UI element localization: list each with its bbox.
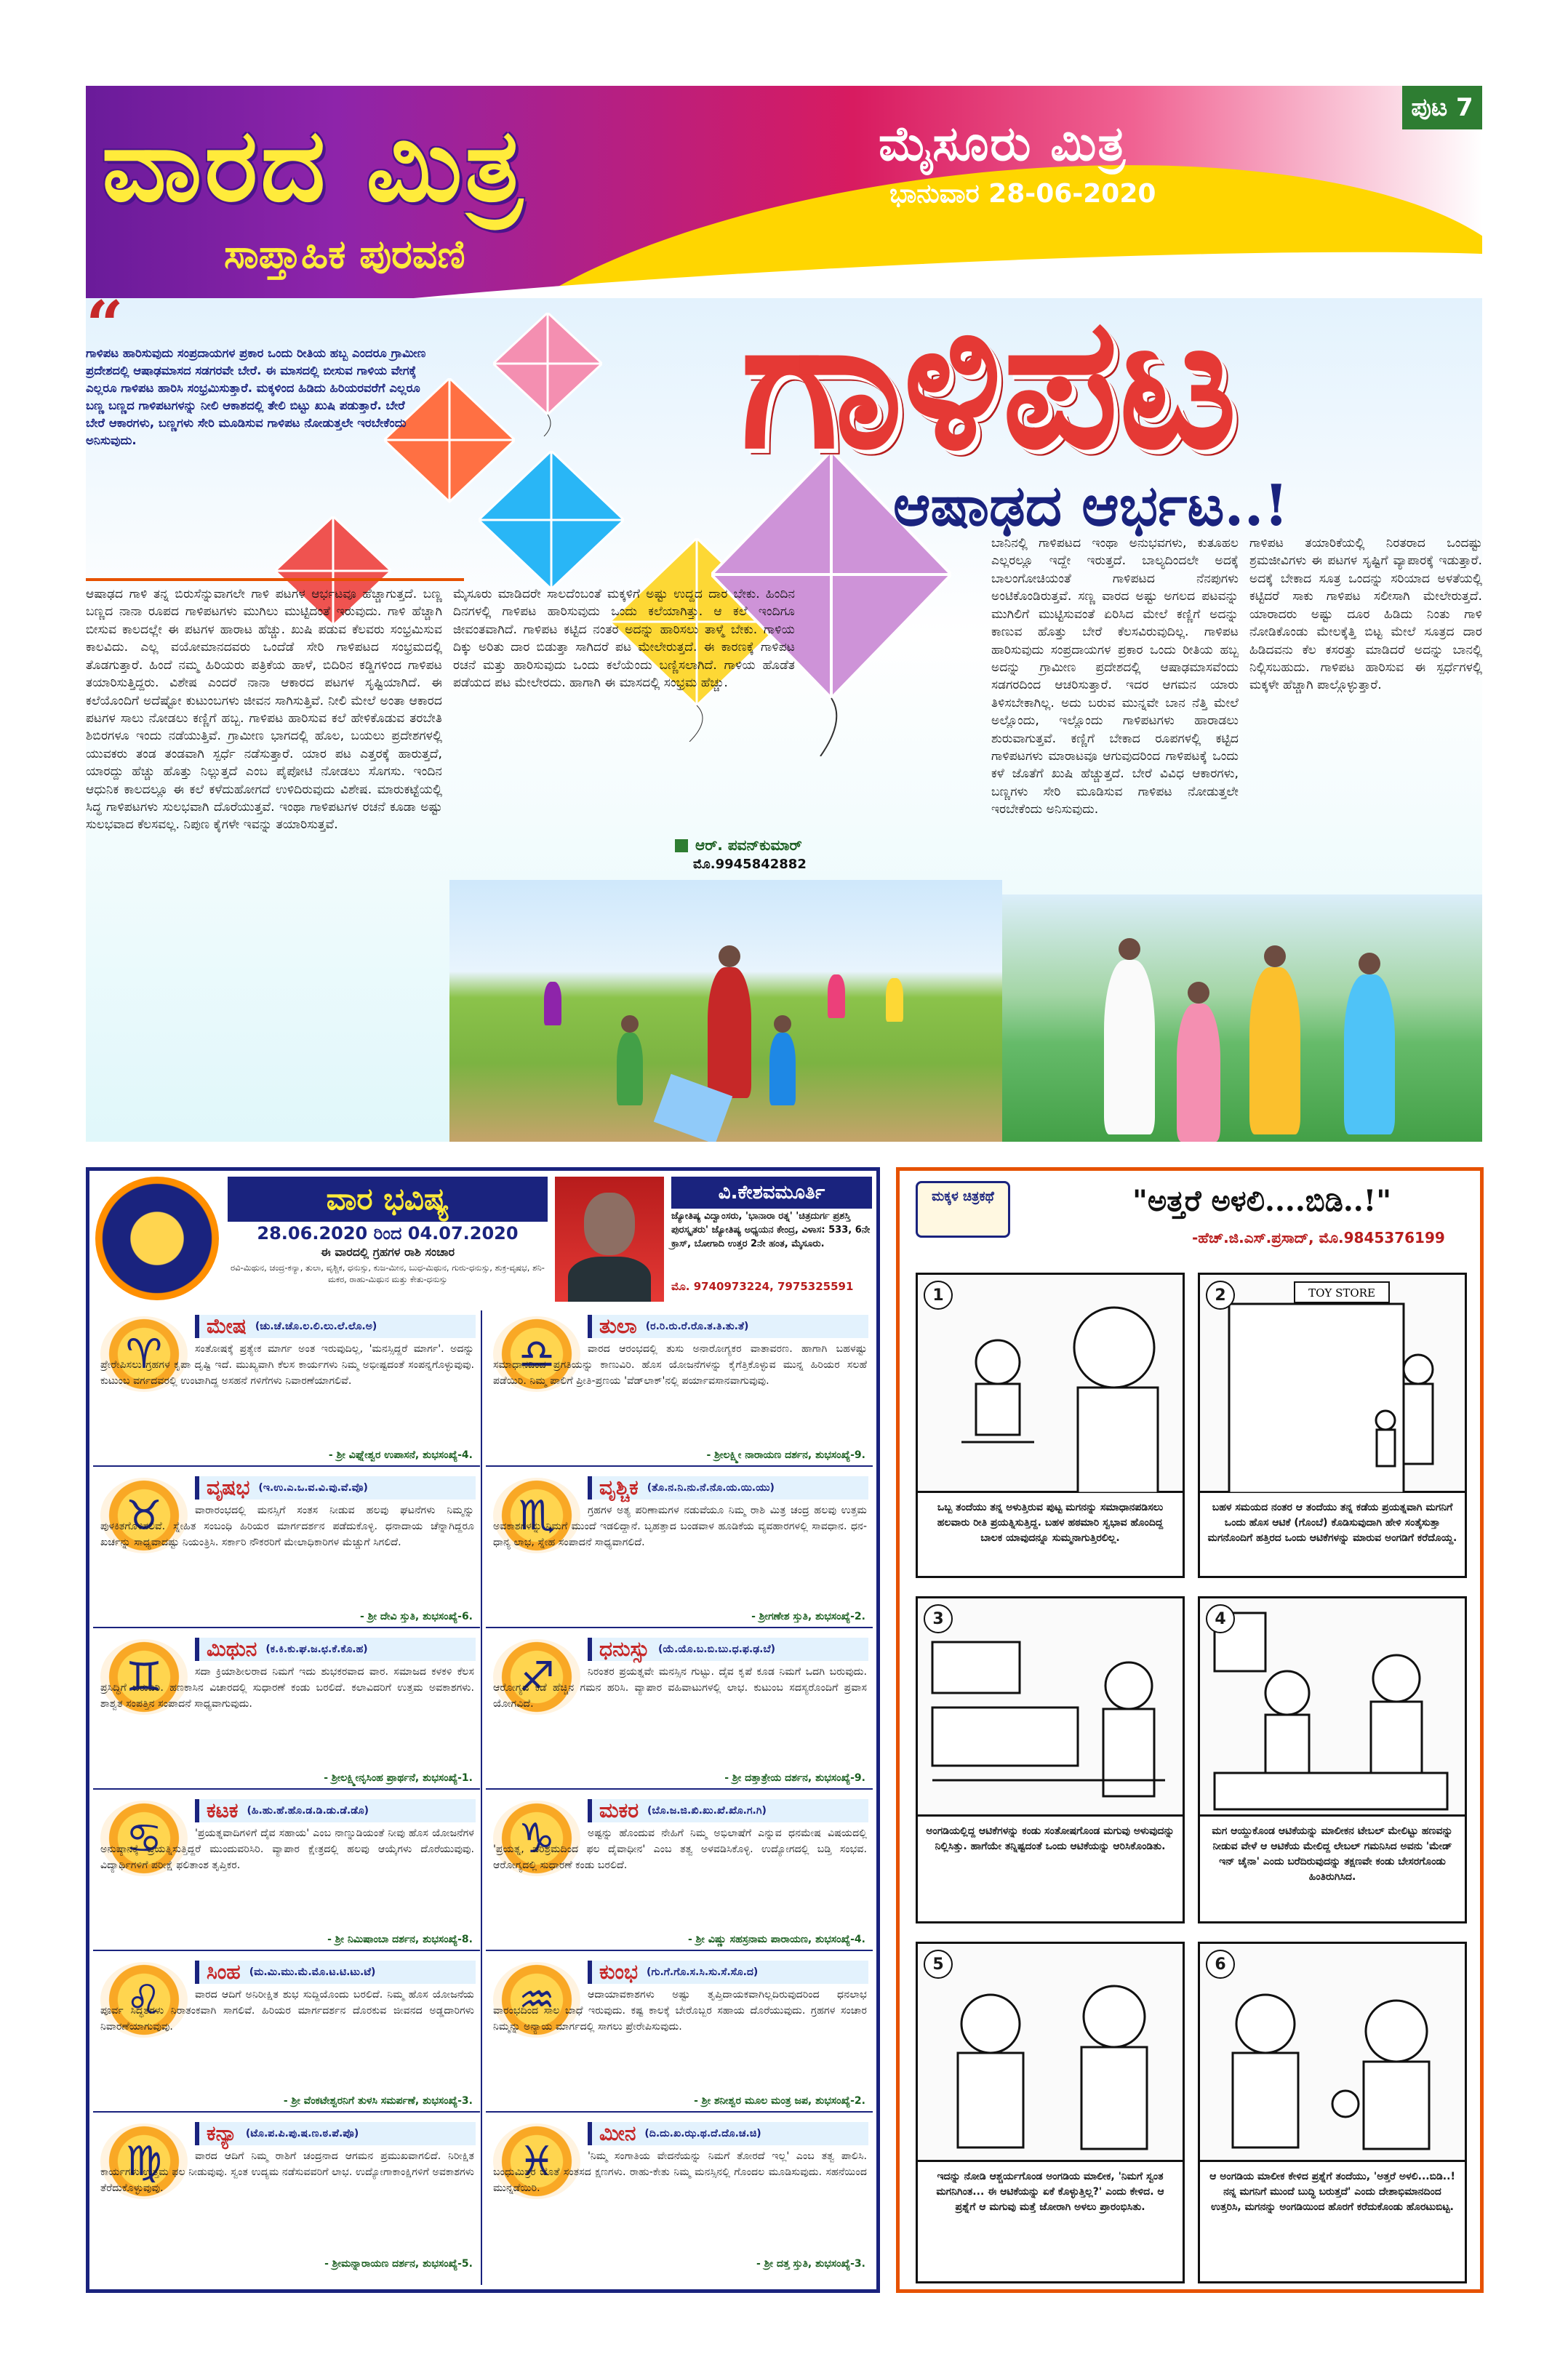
feature-section bbox=[86, 298, 1482, 1142]
zodiac-wheel-icon bbox=[95, 1177, 219, 1300]
man-figure bbox=[708, 967, 751, 1098]
panel-number: 6 bbox=[1206, 1950, 1235, 1979]
sign-remedy: - ಶ್ರೀಲಕ್ಷ್ಮೀ ನಾರಾಯಣ ದರ್ಶನ, ಶುಭಸಂಖ್ಯೆ-9. bbox=[706, 1449, 865, 1461]
panel-caption: ಇದನ್ನು ನೋಡಿ ಆಶ್ಚರ್ಯಗೊಂಡ ಅಂಗಡಿಯ ಮಾಲೀಕ, 'ನಿಮಗೆ ಸ್ವಂತ ಮಗನಿಗಿಂತ... ಈ ಆಟಿಕೆಯನ್ನು ಏಕೆ ಕೊಳ್ಳುತ್ತಿಲ್ಲ?' ಎಂದು ಕೇಳಿದ. ಆ ಪ್ರಶ್ನೆಗೆ ಆ ಮಗುವು ಮತ್ತೆ ಜೋರಾಗಿ ಅಳಲು ಪ್ರಾರಂಭಿಸಿತು. bbox=[936, 2171, 1164, 2213]
horoscope-sign bbox=[93, 1956, 480, 2113]
pull-quote bbox=[86, 298, 435, 578]
sign-remedy: - ಶ್ರೀಮನ್ನಾರಾಯಣ ದರ್ಶನ, ಶುಭಸಂಖ್ಯೆ-5. bbox=[324, 2258, 473, 2270]
sign-remedy: - ಶ್ರೀ ವೆಂಕಟೇಶ್ವರನಿಗೆ ತುಳಸಿ ಸಮರ್ಪಣೆ, ಶುಭಸಂಖ್ಯೆ-3. bbox=[283, 2095, 473, 2107]
horoscope-sign bbox=[93, 2118, 480, 2274]
comic-panel bbox=[1198, 1942, 1467, 2283]
page-number-badge: ಪುಟ 7 bbox=[1402, 86, 1482, 129]
sign-name: ಮಿಥುನ bbox=[207, 1637, 257, 1661]
cartoon-strip-section bbox=[896, 1167, 1484, 2293]
horoscope-subtitle: ಈ ವಾರದಲ್ಲಿ ಗ್ರಹಗಳ ರಾಶಿ ಸಂಚಾರ bbox=[320, 1245, 455, 1259]
strip-credit: -ಹೆಚ್.ಜಿ.ಎಸ್.ಪ್ರಸಾದ್, ಮೊ.9845376199 bbox=[1192, 1229, 1445, 1246]
strip-title: "ಅತ್ತರೆ ಅಳಲಿ....ಬಿಡಿ..!" bbox=[1132, 1184, 1392, 1218]
person-figure bbox=[544, 982, 561, 1025]
sign-name: ವೃಷಭ bbox=[207, 1476, 250, 1500]
girl-figure bbox=[1177, 1004, 1220, 1142]
panel-number: 2 bbox=[1206, 1281, 1235, 1310]
sign-prediction: ಸಂತೋಷಕ್ಕೆ ಪ್ರತ್ಯೇಕ ಮಾರ್ಗ ಅಂತ ಇರುವುದಿಲ್ಲ, 'ಮನಸ್ಸಿದ್ದರೆ ಮಾರ್ಗ'. ಅದನ್ನು ಪ್ರೇರೇಪಿಸಲು ಗ್ರಹಗಳ ಕೃಪಾ ದೃಷ್ಟಿ ಇದೆ. ಮುಖ್ಯವಾಗಿ ಕೆಲಸ ಕಾರ್ಯಗಳು ನಿಮ್ಮ ಅಭೀಷ್ಟದಂತೆ ಸಂಪನ್ನಗೊಳ್ಳುವುವು. ಕುಟುಂಬ ವರ್ಗದವರಲ್ಲಿ ಉಂಟಾಗಿದ್ದ ಅಸಹನೆ ಗಳಿಗೆಗಳು ನಿವಾರಣೆಯಾಗಲಿವೆ. bbox=[100, 1343, 474, 1387]
horoscope-sign bbox=[486, 1310, 873, 1467]
sign-prediction: ಗ್ರಹಗಳ ಅತ್ಯ ಪರಿಣಾಮಗಳ ನಡುವೆಯೂ ನಿಮ್ಮ ರಾಶಿ ಮಿತ್ರ ಚಂದ್ರ ಹಲವು ಉತ್ತಮ ಅವಕಾಶಗಳನ್ನು ನಿಮಗೆ ಮುಂದೆ ಇಡಲಿದ್ದಾನೆ. ಬೃಹತ್ತಾದ ಬಂಡವಾಳ ಹೂಡಿಕೆಯ ವ್ಯವಹಾರಗಳಲ್ಲಿ ಸಾವಧಾನ. ಧನ-ಧಾನ್ಯ ಲಾಭ, ಸ್ನೇಹ ಸಂಪಾದನೆ ಸಾಧ್ಯವಾಗಲಿದೆ. bbox=[493, 1505, 867, 1548]
comic-panel-art bbox=[918, 1275, 1183, 1493]
horoscope-section bbox=[86, 1167, 880, 2293]
sign-remedy: - ಶ್ರೀ ನಿಮಿಷಾಂಬಾ ದರ್ಶನ, ಶುಭಸಂಖ್ಯೆ-8. bbox=[327, 1934, 473, 1945]
astrologer-name: ವಿ.ಕೇಶವಮೂರ್ತಿ bbox=[671, 1177, 872, 1209]
sign-prediction: ವಾರಾರಂಭದಲ್ಲಿ ಮನಸ್ಸಿಗೆ ಸಂತಸ ನೀಡುವ ಹಲವು ಘಟನೆಗಳು ನಿಮ್ಮನ್ನು ಪುಳಕಿತಗೊಳಿಸಲಿವೆ. ಸ್ನೇಹಿತ ಸಂಬಂಧಿ ಹಿರಿಯರ ಮಾರ್ಗದರ್ಶನ ಪಡೆದುಕೊಳ್ಳಿ. ಧನಾದಾಯ ಚೆನ್ನಾಗಿದ್ದರೂ ಖರ್ಚನ್ನು ಸಾಧ್ಯವಾದಷ್ಟು ನಿಯಂತ್ರಿಸಿ. ಸರ್ಕಾರಿ ನೌಕರರಿಗೆ ಮೇಲಾಧಿಕಾರಿಗಳ ಮೆಚ್ಚುಗೆ ಸಿಗಲಿದೆ. bbox=[100, 1505, 474, 1548]
libra-icon: ♎ bbox=[493, 1316, 580, 1392]
sign-remedy: - ಶ್ರೀ ವಿಘ್ನೇಶ್ವರ ಉಪಾಸನೆ, ಶುಭಸಂಖ್ಯೆ-4. bbox=[328, 1449, 473, 1461]
sign-letters: (ಟೊ.ಪ.ಪಿ.ಪು.ಷ.ಣ.ಠ.ಪೆ.ಪೊ) bbox=[245, 2128, 359, 2139]
panel-caption: ಮಗ ಆಯ್ದುಕೊಂಡ ಆಟಿಕೆಯನ್ನು ಮಾಲೀಕನ ಟೇಬಲ್ ಮೇಲಿಟ್ಟು ಹಣವನ್ನು ನೀಡುವ ವೇಳೆ ಆ ಆಟಿಕೆಯ ಮೇಲಿದ್ದ ಲೇಬಲ್ ಗಮನಿಸಿದ ಅವನು 'ಮೇಡ್ ಇನ್ ಚೈನಾ' ಎಂದು ಬರೆದಿರುವುದನ್ನು ತಕ್ಷಣವೇ ಕಂಡು ಬೇಸರಗೊಂಡು ಹಿಂತಿರುಗಿಸಿದ. bbox=[1212, 1825, 1453, 1883]
sign-letters: (ದಿ.ದು.ಖ.ಝ.ಥ.ದೆ.ದೊ.ಚ.ಚಿ) bbox=[644, 2128, 761, 2139]
kite-festival-photo-right bbox=[1002, 894, 1482, 1142]
comic-panel-art bbox=[1200, 1944, 1465, 2162]
sign-remedy: - ಶ್ರೀ ಶನೀಶ್ವರ ಮೂಲ ಮಂತ್ರ ಜಪ, ಶುಭಸಂಖ್ಯೆ-2. bbox=[694, 2095, 865, 2107]
horoscope-date-range: 28.06.2020 ರಿಂದ 04.07.2020 bbox=[257, 1223, 519, 1244]
sign-letters: (ಹಿ.ಹು.ಹೆ.ಹೊ.ಡ.ಡಿ.ಡು.ಡೆ.ಡೊ) bbox=[247, 1805, 369, 1817]
sign-prediction: ನಿರಂತರ ಪ್ರಯತ್ನವೇ ಮನಸ್ಸಿನ ಗುಟ್ಟು. ದೈವ ಕೃಪೆ ಕೂಡ ನಿಮಗೆ ಒದಗಿ ಬರುವುದು. ಆರೋಗ್ಯದ ಕಡೆ ಹೆಚ್ಚಿನ ಗಮನ ಹರಿಸಿ. ವ್ಯಾಪಾರ ವಹಿವಾಟುಗಳಲ್ಲಿ ಲಾಭ. ಕುಟುಂಬ ಸದಸ್ಯರೊಂದಿಗೆ ಪ್ರವಾಸ ಯೋಗವಿದೆ. bbox=[493, 1666, 867, 1710]
woman-figure bbox=[1344, 974, 1395, 1134]
sign-letters: (ತೊ.ನ.ನಿ.ನು.ನೆ.ನೊ.ಯ.ಯಿ.ಯು) bbox=[647, 1482, 775, 1494]
sign-name: ಕನ್ಯಾ bbox=[207, 2121, 237, 2145]
sign-prediction: ಆದಾಯಾವಕಾಶಗಳು ಅಷ್ಟು ತೃಪ್ತಿದಾಯಕವಾಗಿಲ್ಲದಿರುವುದರಿಂದ ಧನಲಾಭ ವಾರಂಭದಿಂದ ಸಾಲ ಬಾಧೆ ಇರುವುದು. ಕಷ್ಟ ಕಾಲಕ್ಕೆ ಬೇರೊಬ್ಬರ ಸಹಾಯ ದೊರೆಯುವುದು. ಗ್ರಹಗಳ ಸಂಚಾರ ನಿಮ್ಮನ್ನು ಅನ್ಯಾಯ ಮಾರ್ಗದಲ್ಲಿ ಸಾಗಲು ಪ್ರೇರೇಪಿಸುವುದು. bbox=[493, 1989, 867, 2033]
sign-prediction: ವಾರದ ಆದಿಗೆ ನಿಮ್ಮ ರಾಶಿಗೆ ಚಂದ್ರನಾದ ಆಗಮನ ಪ್ರಮುಖವಾಗಲಿದೆ. ನಿರೀಕ್ಷಿತ ಕಾರ್ಯಗಳು ಉತ್ತಮ ಫಲ ನೀಡುವುವು. ಸ್ವಂತ ಉದ್ಯಮ ನಡೆಸುವವರಿಗೆ ಲಾಭ. ಉದ್ಯೋಗಾಕಾಂಕ್ಷಿಗಳಿಗೆ ಅವಕಾಶಗಳು ತೆರೆದುಕೊಳ್ಳುವುವು. bbox=[100, 2150, 474, 2194]
planet-positions: ರವಿ-ಮಿಥುನ, ಚಂದ್ರ-ಕನ್ಯಾ, ತುಲಾ, ವೃಶ್ಚಿಕ, ಧನುಸ್ಸು, ಕುಜ-ಮೀನ, ಬುಧ-ಮಿಥುನ, ಗುರು-ಧನುಸ್ಸು, ಶುಕ್ರ-ವೃಷಭ, ಶನಿ-ಮಕರ, ರಾಹು-ಮಿಥುನ ಮತ್ತು ಕೇತು-ಧನುಸ್ಸು bbox=[231, 1262, 545, 1284]
comic-panel-art bbox=[918, 1598, 1183, 1817]
sign-letters: (ಯೆ.ಯೊ.ಬ.ಬಿ.ಬು.ಧ.ಫ.ಢ.ಬೆ) bbox=[658, 1644, 775, 1655]
scorpio-icon: ♏ bbox=[493, 1478, 580, 1553]
strip-tag: ಮಕ್ಕಳ ಚಿತ್ರಕಥೆ bbox=[916, 1181, 1010, 1238]
comic-panel-art bbox=[918, 1944, 1183, 2162]
sign-name: ಕಟಕ bbox=[207, 1798, 239, 1822]
panel-caption: ಒಬ್ಬ ತಂದೆಯು ತನ್ನ ಅಳುತ್ತಿರುವ ಪುಟ್ಟ ಮಗನನ್ನು ಸಮಾಧಾನಪಡಿಸಲು ಹಲವಾರು ರೀತಿ ಪ್ರಯತ್ನಿಸುತ್ತಿದ್ದ. ಬಹಳ ಹಠಮಾರಿ ಸ್ವಭಾವ ಹೊಂದಿದ್ದ ಬಾಲಕ ಯಾವುದನ್ನೂ ಸುಮ್ಮನಾಗುತ್ತಿರಲಿಲ್ಲ. bbox=[937, 1502, 1164, 1544]
sagittarius-icon: ♐ bbox=[493, 1639, 580, 1715]
sign-letters: (ಇ.ಉ.ಎ.ಒ.ವ.ವಿ.ವು.ವೆ.ವೊ) bbox=[258, 1482, 368, 1494]
comic-panel bbox=[916, 1596, 1185, 1923]
horoscope-sign bbox=[486, 2118, 873, 2274]
sign-prediction: ವಾರದ ಆದಿಗೆ ಅನಿರೀಕ್ಷಿತ ಶುಭ ಸುದ್ದಿಯೊಂದು ಬರಲಿದೆ. ನಿಮ್ಮ ಹೊಸ ಯೋಜನೆಯ ಪೂರ್ವ ಸಿದ್ಧತೆಗಳು ನಿರಾತಂಕವಾಗಿ ಸಾಗಲಿವೆ. ಹಿರಿಯರ ಮಾರ್ಗದರ್ಶನ ದೊರಕುವ ಜೀವನದ ಅಡ್ಡದಾರಿಗಳು ನಿವಾರಣೆಯಾಗುವುವು. bbox=[100, 1989, 474, 2033]
quote-mark-icon: “ bbox=[86, 298, 124, 364]
subheadline: ಆಷಾಢದ ಆರ್ಭಟ..! bbox=[893, 473, 1289, 539]
panel-number: 4 bbox=[1206, 1604, 1235, 1633]
horoscope-title: ವಾರ ಭವಿಷ್ಯ bbox=[228, 1177, 548, 1222]
taurus-icon: ♉ bbox=[100, 1478, 188, 1553]
aquarius-icon: ♒ bbox=[493, 1962, 580, 2038]
child-figure bbox=[617, 1033, 643, 1105]
child-figure bbox=[769, 1033, 796, 1105]
comic-panel bbox=[1198, 1596, 1467, 1923]
divider bbox=[481, 1310, 482, 2285]
article-column-4: ಗಾಳಿಪಟ ತಯಾರಿಕೆಯಲ್ಲಿ ನಿರತರಾದ ಒಂದಷ್ಟು ಶ್ರಮಜೀವಿಗಳು ಈ ಪಟಗಳ ಸೃಷ್ಟಿಗೆ ವ್ಯಾಪಾರಕ್ಕೆ ಇಡುತ್ತಾರೆ. ಅದಕ್ಕೆ ಬೇಕಾದ ಸೂತ್ರ ಒಂದನ್ನು ಸರಿಯಾದ ಅಳತೆಯಲ್ಲಿ ಕಟ್ಟಿದರೆ ಸಾಕು ಗಾಳಿಪಟ ಸಲೀಸಾಗಿ ಮೇಲೇರುತ್ತದೆ. ಯಾರಾದರು ಅಷ್ಟು ದೂರ ಹಿಡಿದು ನಿಂತು ಗಾಳಿ ನೋಡಿಕೊಂಡು ಮೇಲಕ್ಕೆತ್ತಿ ಬಿಟ್ಟ ಮೇಲೆ ಸೂತ್ರದ ದಾರ ಹಿಡಿದವನು ಕೆಲ ಕಸರತ್ತು ಮಾಡಿದರೆ ಅದನ್ನು ಬಾನಲ್ಲಿ ನಿಲ್ಲಿಸಬಹುದು. ಗಾಳಿಪಟ ಹಾರಿಸುವ ಈ ಸ್ಪರ್ಧೆಗಳಲ್ಲಿ ಮಕ್ಕಳೇ ಹೆಚ್ಚಾಗಿ ಪಾಲ್ಗೊಳ್ಳುತ್ತಾರೆ. bbox=[1249, 536, 1482, 693]
pull-quote-text: ಗಾಳಿಪಟ ಹಾರಿಸುವುದು ಸಂಪ್ರದಾಯಗಳ ಪ್ರಕಾರ ಒಂದು ರೀತಿಯ ಹಬ್ಬ ಎಂದರೂ ಗ್ರಾಮೀಣ ಪ್ರದೇಶದಲ್ಲಿ ಆಷಾಢಮಾಸದ ಸಡಗರವೇ ಬೇರೆ. ಈ ಮಾಸದಲ್ಲಿ ಬೀಸುವ ಗಾಳಿಯ ವೇಗಕ್ಕೆ ಎಲ್ಲರೂ ಗಾಳಿಪಟ ಹಾರಿಸಿ ಸಂಭ್ರಮಿಸುತ್ತಾರೆ. ಮಕ್ಕಳಿಂದ ಹಿಡಿದು ಹಿರಿಯರವರೆಗೆ ಎಲ್ಲರೂ ಬಣ್ಣ ಬಣ್ಣದ ಗಾಳಿಪಟಗಳನ್ನು ನೀಲಿ ಆಕಾಶದಲ್ಲಿ ತೇಲಿ ಬಿಟ್ಟು ಖುಷಿ ಪಡುತ್ತಾರೆ. ಬೇರೆ ಬೇರೆ ಆಕಾರಗಳು, ಬಣ್ಣಗಳು ಸೇರಿ ಮೂಡಿಸುವ ಗಾಳಿಪಟ ನೋಡುತ್ತಲೇ ಇರಬೇಕೆಂದು ಅನಿಸುವುದು. bbox=[86, 346, 426, 447]
woman-figure bbox=[1249, 967, 1300, 1134]
capricorn-icon: ♑ bbox=[493, 1801, 580, 1876]
aries-icon: ♈ bbox=[100, 1316, 188, 1392]
sign-remedy: - ಶ್ರೀ ದತ್ತ ಸ್ತುತಿ, ಶುಭಸಂಖ್ಯೆ-3. bbox=[756, 2258, 865, 2270]
comic-panel bbox=[916, 1273, 1185, 1578]
divider bbox=[86, 578, 464, 581]
sign-prediction: 'ನಿಮ್ಮ ಸಂಗಾತಿಯ ವೇದನೆಯನ್ನು ನಿಮಗೆ ತೋರದೆ ಇಲ್ಲ' ಎಂಬ ತತ್ವ ಪಾಲಿಸಿ. ಬಂಧುಮಿತ್ರರ ಜೊತೆ ಸಂತಸದ ಕ್ಷಣಗಳು. ರಾಹು-ಕೇತು ನಿಮ್ಮ ಮನಸ್ಸಿನಲ್ಲಿ ಗೊಂದಲ ಮೂಡಿಸುವುದು. ಸಹನೆಯಿಂದ ಮುನ್ನಡೆಯಿರಿ. bbox=[493, 2150, 867, 2194]
article-column-3: ಬಾನಿನಲ್ಲಿ ಗಾಳಿಪಟದ ಇಂಥಾ ಅನುಭವಗಳು, ಕುತೂಹಲ ಎಲ್ಲರಲ್ಲೂ ಇದ್ದೇ ಇರುತ್ತದೆ. ಬಾಲ್ಯದಿಂದಲೇ ಅದಕ್ಕೆ ಬಾಲಂಗೋಚಿಯಂತೆ ಗಾಳಿಪಟದ ನೆನಪುಗಳು ಅಂಟಿಕೊಂಡಿರುತ್ತವೆ. ಸಣ್ಣ ವಾರದ ಅಷ್ಟು ಅಗಲದ ಪಟವನ್ನು ಮುಗಿಲಿಗೆ ಮುಟ್ಟಿಸುವಂತೆ ಏರಿಸಿದ ಮೇಲೆ ಕಣ್ಣಿಗೆ ಅದನ್ನು ಕಾಣುವ ಹೊತ್ತು ಬೇರೆ ಕೆಲಸವಿರುವುದಿಲ್ಲ. ಗಾಳಿಪಟ ಹಾರಿಸುವುದು ಸಂಪ್ರದಾಯಗಳ ಪ್ರಕಾರ ಒಂದು ರೀತಿಯ ಹಬ್ಬ ಅದನ್ನು ಗ್ರಾಮೀಣ ಪ್ರದೇಶದಲ್ಲಿ ಆಷಾಢಮಾಸವೆಂದು ಸಡಗರದಿಂದ ಆಚರಿಸುತ್ತಾರೆ. ಇದರ ಆಗಮನ ಯಾರು ತಿಳಿಸಬೇಕಾಗಿಲ್ಲ. ಅದು ಬರುವ ಮುನ್ನವೇ ಬಾನ ನೆತ್ತಿ ಮೇಲೆ ಅಲ್ಲೊಂದು, ಇಲ್ಲೊಂದು ಗಾಳಿಪಟಗಳು ಹಾರಾಡಲು ಶುರುವಾಗುತ್ತವೆ. ಕಣ್ಣಿಗೆ ಬೇಕಾದ ರೂಪಗಳಲ್ಲಿ ಕಟ್ಟಿದ ಗಾಳಿಪಟಗಳು ಮಾರಾಟವೂ ಆಗುವುದರಿಂದ ಗಾಳಿಪಟಕ್ಕೆ ಒಂದು ಕಳೆ ಜೊತೆಗೆ ಖುಷಿ ಹೆಚ್ಚುತ್ತದೆ. ಬೇರೆ ವಿವಿಧ ಆಕಾರಗಳು, ಬಣ್ಣಗಳು ಸೇರಿ ಮೂಡಿಸುವ ಗಾಳಿಪಟ ನೋಡುತ್ತಲೇ ಇರಬೇಕೆಂದು ಅನಿಸುವುದು. bbox=[991, 536, 1239, 817]
horoscope-sign bbox=[486, 1795, 873, 1951]
store-sign: TOY STORE bbox=[1308, 1286, 1375, 1300]
sign-prediction: ಸದಾ ಕ್ರಿಯಾಶೀಲರಾದ ನಿಮಗೆ ಇದು ಶುಭಕರವಾದ ವಾರ. ಸಮಾಜದ ಕಳಕಳಿ ಕೆಲಸ ಪ್ರಸಿದ್ಧಿಗೆ ಬರುವಿರಿ. ಹಣಕಾಸಿನ ವಿಚಾರದಲ್ಲಿ ಸುಧಾರಣೆ ಕಂಡು ಬರಲಿದೆ. ಕಲಾವಿದರಿಗೆ ಉತ್ತಮ ಅವಕಾಶಗಳು. ಶಾಶ್ವತ ಸಂಪತ್ತಿನ ಸಂಪಾದನೆ ಸಾಧ್ಯವಾಗುವುದು. bbox=[100, 1666, 474, 1710]
sign-prediction: ಅಷ್ಟನ್ನು ಹೊಂದುವ ನೇಹಿಗೆ ನಿಮ್ಮ ಅಭಿಲಾಷೆಗೆ ಎನ್ನುವ ಧನಮೇಷ ವಿಷಯದಲ್ಲಿ 'ಪ್ರಯತ್ನ, ಪರಿಶ್ರಮದಿಂದ ಫಲ ದೈವಾಧೀನ' ಎಂಬ ತತ್ವ ಅಳವಡಿಸಿಕೊಳ್ಳಿ. ಉದ್ಯೋಗದಲ್ಲಿ ಬಡ್ತಿ ಸಂಭವ. ಆರೋಗ್ಯದಲ್ಲಿ ಸುಧಾರಣೆ ಕಂಡು ಬರಲಿದೆ. bbox=[493, 1827, 867, 1871]
comic-panel-art bbox=[1200, 1598, 1465, 1817]
astrologer-phone: ಮೊ. 9740973224, 7975325591 bbox=[671, 1280, 854, 1293]
astrologer-info: ಜ್ಯೋತಿಷ್ಯ ವಿದ್ವಾಂಸರು, 'ಭಾನಾರಾ ರತ್ನ' 'ಚಿತ್ರದುರ್ಗ ಪ್ರಶಸ್ತಿ ಪುರಸ್ಕೃತರು' ಜ್ಯೋತಿಷ್ಯ ಅಧ್ಯಯನ ಕೇಂದ್ರ, ವಿಳಾಸ: 533, 6ನೇ ಕ್ರಾಸ್, ಬೋಗಾದಿ ಉತ್ತರ 2ನೇ ಹಂತ, ಮೈಸೂರು. bbox=[671, 1211, 871, 1249]
panel-caption: ಆ ಅಂಗಡಿಯ ಮಾಲೀಕ ಕೇಳಿದ ಪ್ರಶ್ನೆಗೆ ತಂದೆಯು, 'ಅತ್ತರೆ ಅಳಲಿ...ಬಿಡಿ..! ನನ್ನ ಮಗನಿಗೆ ಮುಂದೆ ಬುದ್ಧಿ ಬರುತ್ತದೆ' ಎಂದು ದೇಶಾಭಿಮಾನದಿಂದ ಉತ್ತರಿಸಿ, ಮಗನನ್ನು ಅಂಗಡಿಯಿಂದ ಹೊರಗೆ ಕರೆದುಕೊಂಡು ಹೊರಟುಬಿಟ್ಟ. bbox=[1209, 2171, 1455, 2213]
sign-remedy: - ಶ್ರೀಲಕ್ಷ್ಮೀನೃಸಿಂಹ ಪ್ರಾರ್ಥನೆ, ಶುಭಸಂಖ್ಯೆ-1. bbox=[324, 1772, 473, 1784]
sign-letters: (ಚು.ಚೆ.ಚೊ.ಲ.ಲಿ.ಲು.ಲೆ.ಲೊ.ಅ) bbox=[255, 1321, 377, 1332]
gemini-icon: ♊ bbox=[100, 1639, 188, 1715]
masthead bbox=[86, 86, 1482, 298]
sign-name: ಮಕರ bbox=[599, 1798, 639, 1822]
sign-prediction: 'ಪ್ರಯತ್ನವಾದಿಗಳಿಗೆ ದೈವ ಸಹಾಯ' ಎಂಬ ನಾಣ್ನುಡಿಯಂತೆ ನೀವು ಹೊಸ ಯೋಜನೆಗಳ ಅನುಷ್ಠಾನಕ್ಕೆ ಪ್ರಯತ್ನಿಸುತ್ತಿದ್ದರೆ ಮುಂದುವರಿಸಿರಿ. ವ್ಯಾಪಾರ ಕ್ಷೇತ್ರದಲ್ಲಿ ಹಲವು ಆಯ್ಕೆಗಳು ದೊರೆಯುವುವು. ವಿದ್ಯಾರ್ಥಿಗಳಿಗೆ ಪರೀಕ್ಷೆ ಫಲಿತಾಂಶ ತೃಪ್ತಿಕರ. bbox=[100, 1827, 474, 1871]
sign-remedy: - ಶ್ರೀಗಣೇಶ ಸ್ತುತಿ, ಶುಭಸಂಖ್ಯೆ-2. bbox=[751, 1611, 865, 1622]
sign-remedy: - ಶ್ರೀ ವಿಷ್ಣು ಸಹಸ್ರನಾಮ ಪಾರಾಯಣ, ಶುಭಸಂಖ್ಯೆ-4. bbox=[687, 1934, 865, 1945]
comic-panel-art bbox=[1200, 1275, 1465, 1493]
sign-name: ಸಿಂಹ bbox=[207, 1960, 241, 1984]
article-column-1: ಆಷಾಢದ ಗಾಳಿ ತನ್ನ ಬಿರುಸೆನ್ನುವಾಗಲೇ ಗಾಳಿ ಪಟಗಳ ಆರ್ಭಟವೂ ಹೆಚ್ಚಾಗುತ್ತದೆ. ಬಣ್ಣ ಬಣ್ಣದ ನಾನಾ ರೂಪದ ಗಾಳಿಪಟಗಳು ಮುಗಿಲು ಮುಟ್ಟಿದಂತೆ ಇರುವುದು. ಗಾಳಿ ಹೆಚ್ಚಾಗಿ ಬೀಸುವ ಕಾಲದಲ್ಲೇ ಈ ಪಟಗಳ ಹಾರಾಟ ಹೆಚ್ಚು. ಖುಷಿ ಪಡುವ ಕೆಲವರು ಸಂಭ್ರಮಿಸುವ ಕಾಲವಿದು. ಎಲ್ಲ ವಯೋಮಾನದವರು ಒಂದೆಡೆ ಸೇರಿ ಗಾಳಿಪಟದ ಸಂಭ್ರಮದಲ್ಲಿ ತೊಡಗುತ್ತಾರೆ. ಹಿಂದೆ ನಮ್ಮ ಹಿರಿಯರು ಪತ್ರಿಕೆಯ ಹಾಳೆ, ಬಿದಿರಿನ ಕಡ್ಡಿಗಳಿಂದ ಗಾಳಿಪಟ ತಯಾರಿಸುತ್ತಿದ್ದರು. ವಿಶೇಷ ಎಂದರೆ ನಾನಾ ಆಕಾರದ ಪಟಗಳ ಸೃಷ್ಟಿಯಾಗಿದೆ. ಈ ಕಲೆಯೊಂದಿಗೆ ಅದೆಷ್ಟೋ ಕುಟುಂಬಗಳು ಜೀವನ ಸಾಗಿಸುತ್ತಿವೆ. ನೀಲಿ ಮೇಲೆ ಅಂತಾ ಆಕಾರದ ಪಟಗಳ ಸಾಲು ನೋಡಲು ಕಣ್ಣಿಗೆ ಹಬ್ಬ. ಗಾಳಿಪಟ ಹಾರಿಸುವ ಕಲೆ ಹೇಳಿಕೊಡುವ ತರಬೇತಿ ಶಿಬಿರಗಳೂ ಇಂದು ನಡೆಯುತ್ತಿವೆ. ಗ್ರಾಮೀಣ ಭಾಗದಲ್ಲಿ ಹೊಲ, ಬಯಲು ಪ್ರದೇಶಗಳಲ್ಲಿ ಯುವಕರು ತಂಡ ತಂಡವಾಗಿ ಸ್ಪರ್ಧೆ ನಡೆಸುತ್ತಾರೆ. ಯಾರ ಪಟ ಎತ್ತರಕ್ಕೆ ಹಾರುತ್ತದೆ, ಯಾರದ್ದು ಹೆಚ್ಚು ಹೊತ್ತು ನಿಲ್ಲುತ್ತದೆ ಎಂಬ ಪೈಪೋಟಿ ನೋಡಲು ಸೊಗಸು. ಇಂದಿನ ಆಧುನಿಕ ಕಾಲದಲ್ಲೂ ಈ ಕಲೆ ಕಳೆದುಹೋಗದೆ ಉಳಿದಿರುವುದು ವಿಶೇಷ. ಮಾರುಕಟ್ಟೆಯಲ್ಲಿ ಸಿದ್ಧ ಗಾಳಿಪಟಗಳು ಸುಲಭವಾಗಿ ದೊರೆಯುತ್ತವೆ. ಇಂಥಾ ಗಾಳಿಪಟಗಳ ರಚನೆ ಕೂಡಾ ಅಷ್ಟು ಸುಲಭವಾದ ಕೆಲಸವಲ್ಲ. ನಿಪುಣ ಕೈಗಳೇ ಇವನ್ನು ತಯಾರಿಸುತ್ತವೆ. bbox=[86, 587, 442, 833]
horoscope-sign bbox=[93, 1795, 480, 1951]
headline: ಗಾಳಿಪಟ bbox=[740, 298, 1238, 489]
panel-number: 5 bbox=[924, 1950, 953, 1979]
woman-figure bbox=[1104, 960, 1155, 1134]
panel-number: 3 bbox=[924, 1604, 953, 1633]
comic-panel bbox=[1198, 1273, 1467, 1578]
horoscope-header bbox=[89, 1171, 876, 1308]
sign-remedy: - ಶ್ರೀ ದತ್ತಾತ್ರೇಯ ದರ್ಶನ, ಶುಭಸಂಖ್ಯೆ-9. bbox=[724, 1772, 865, 1784]
sign-remedy: - ಶ್ರೀ ದೇವಿ ಸ್ತುತಿ, ಶುಭಸಂಖ್ಯೆ-6. bbox=[360, 1611, 473, 1622]
horoscope-sign bbox=[486, 1633, 873, 1790]
paper-name: ಮೈಸೂರು ಮಿತ್ರ bbox=[879, 115, 1127, 172]
sign-letters: (ಮ.ಮಿ.ಮು.ಮೆ.ಮೊ.ಟ.ಟಿ.ಟು.ಟೆ) bbox=[249, 1966, 376, 1978]
sign-letters: (ರ.ರಿ.ರು.ರೆ.ರೊ.ತ.ತಿ.ತು.ತೆ) bbox=[645, 1321, 749, 1332]
comic-panel bbox=[916, 1942, 1185, 2283]
person-figure bbox=[886, 978, 903, 1022]
horoscope-sign bbox=[93, 1472, 480, 1628]
person-figure bbox=[828, 974, 845, 1018]
sign-name: ಧನುಸ್ಸು bbox=[599, 1637, 650, 1661]
sign-name: ತುಲಾ bbox=[599, 1314, 637, 1338]
horoscope-sign bbox=[93, 1633, 480, 1790]
issue-date: ಭಾನುವಾರ 28-06-2020 bbox=[889, 179, 1156, 209]
byline-author: ಆರ್. ಪವನ್‌ಕುಮಾರ್ bbox=[695, 836, 802, 854]
horoscope-sign bbox=[93, 1310, 480, 1467]
cancer-icon: ♋ bbox=[100, 1801, 188, 1876]
byline-phone: ಮೊ.9945842882 bbox=[693, 857, 807, 872]
sign-name: ಮೇಷ bbox=[207, 1314, 247, 1338]
virgo-icon: ♍ bbox=[100, 2123, 188, 2199]
panel-number: 1 bbox=[924, 1281, 953, 1310]
sign-name: ಮೀನ bbox=[599, 2121, 636, 2145]
astrologer-avatar bbox=[555, 1177, 664, 1302]
horoscope-sign bbox=[486, 1472, 873, 1628]
panel-caption: ಬಹಳ ಸಮಯದ ನಂತರ ಆ ತಂದೆಯು ತನ್ನ ಕಡೆಯ ಪ್ರಯತ್ನವಾಗಿ ಮಗನಿಗೆ ಒಂದು ಹೊಸ ಆಟಿಕೆ (ಗೊಂಬೆ) ಕೊಡಿಸುವುದಾಗಿ ಹೇಳಿ ಸಂತೈಸುತ್ತಾ ಮಗನೊಂದಿಗೆ ಹತ್ತಿರದ ಒಂದು ಆಟಿಕೆಗಳನ್ನು ಮಾರುವ ಅಂಗಡಿಗೆ ಕರೆದೊಯ್ದ. bbox=[1207, 1502, 1457, 1544]
brand-title: ವಾರದ ಮಿತ್ರ bbox=[102, 105, 526, 224]
sign-name: ವೃಶ್ಚಿಕ bbox=[599, 1476, 639, 1500]
article-column-2: ಮೈಸೂರು ಮಾಡಿದರೇ ಸಾಲದೆಂಬಂತೆ ಮಕ್ಕಳಿಗೆ ಅಷ್ಟು ಉದ್ದದ ದಾರ ಬೇಕು. ಹಿಂದಿನ ದಿನಗಳಲ್ಲಿ ಗಾಳಿಪಟ ಹಾರಿಸುವುದು ಒಂದು ಕಲೆಯಾಗಿತ್ತು. ಆ ಕಲೆ ಇಂದಿಗೂ ಜೀವಂತವಾಗಿದೆ. ಗಾಳಿಪಟ ಕಟ್ಟಿದ ನಂತರ ಅದನ್ನು ಹಾರಿಸಲು ತಾಳ್ಮೆ ಬೇಕು. ಗಾಳಿಯ ದಿಕ್ಕು ಅರಿತು ದಾರ ಬಿಡುತ್ತಾ ಸಾಗಿದರೆ ಪಟ ಮೇಲೇರುತ್ತದೆ. ಈ ಕಾರಣಕ್ಕೆ ಗಾಳಿಪಟ ರಚನೆ ಮತ್ತು ಹಾರಿಸುವುದು ಒಂದು ಕಲೆಯೆಂದು ಬಣ್ಣಿಸಲಾಗಿದೆ. ಗಾಳಿಯ ಹೊಡೆತ ಪಡೆಯದ ಪಟ ಮೇಲೇರದು. ಹಾಗಾಗಿ ಈ ಮಾಸದಲ್ಲಿ ಸಂಭ್ರಮ ಹೆಚ್ಚು. bbox=[453, 587, 795, 691]
leo-icon: ♌ bbox=[100, 1962, 188, 2038]
kite-festival-photo-left bbox=[449, 880, 1002, 1142]
sign-name: ಕುಂಭ bbox=[599, 1960, 639, 1984]
sign-letters: (ಗು.ಗೆ.ಗೊ.ಸ.ಸಿ.ಸು.ಸೆ.ಸೊ.ದ) bbox=[647, 1966, 759, 1978]
sign-letters: (ಬೊ.ಜ.ಜಿ.ಖಿ.ಖು.ಖೆ.ಖೊ.ಗ.ಗಿ) bbox=[647, 1805, 767, 1817]
panel-caption: ಅಂಗಡಿಯಲ್ಲಿದ್ದ ಆಟಿಕೆಗಳನ್ನು ಕಂಡು ಸಂತೋಷಗೊಂಡ ಮಗುವು ಅಳುವುದನ್ನು ನಿಲ್ಲಿಸಿತ್ತು. ಹಾಗೆಯೇ ತನ್ನಿಷ್ಟದಂತೆ ಒಂದು ಆಟಿಕೆಯನ್ನು ಆರಿಸಿಕೊಂಡಿತು. bbox=[926, 1825, 1175, 1852]
brand-subtitle: ಸಾಪ್ತಾಹಿಕ ಪುರವಣಿ bbox=[224, 231, 465, 277]
pisces-icon: ♓ bbox=[493, 2123, 580, 2199]
horoscope-sign bbox=[486, 1956, 873, 2113]
sign-prediction: ವಾರದ ಆರಂಭದಲ್ಲಿ ತುಸು ಅನಾರೋಗ್ಯಕರ ವಾತಾವರಣ. ಹಾಗಾಗಿ ಬಹಳಷ್ಟು ಸಮಾಧಾನದಿಂದ ಪ್ರಗತಿಯನ್ನು ಕಾಣುವಿರಿ. ಹೊಸ ಯೋಜನೆಗಳನ್ನು ಕೈಗೆತ್ತಿಕೊಳ್ಳುವ ಮುನ್ನ ಹಿರಿಯರ ಸಲಹೆ ಪಡೆಯಿರಿ. ನಿಮ್ಮ ಪಾಲಿಗೆ ಪ್ರೀತಿ-ಪ್ರಣಯ 'ವೆಡ್‌ಲಾಕ್'ನಲ್ಲಿ ಪರ್ಯಾವಸಾನವಾಗುವುವು. bbox=[493, 1343, 867, 1387]
sign-letters: (ಕ.ಕಿ.ಕು.ಘ.ಜ.ಛ.ಕೆ.ಕೊ.ಹ) bbox=[265, 1644, 368, 1655]
